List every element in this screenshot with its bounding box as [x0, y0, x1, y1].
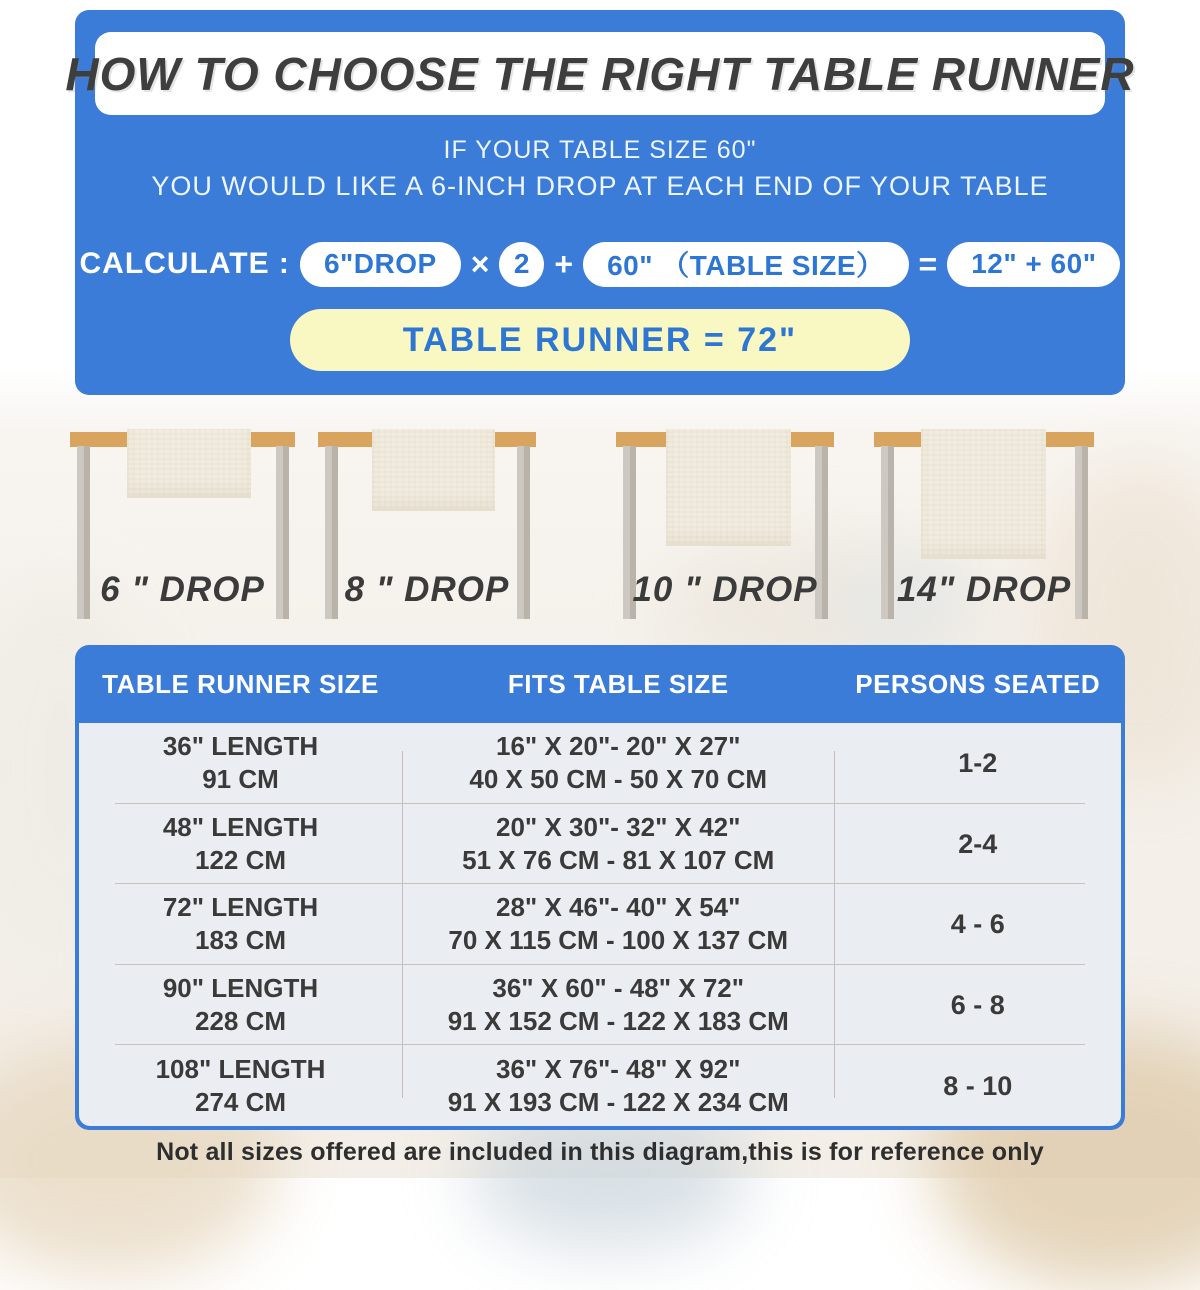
cell-persons-seated: 2-4: [958, 828, 998, 859]
result-pill: [290, 309, 910, 371]
size-chart: [75, 645, 1125, 1130]
table-runner: [372, 429, 495, 511]
runner-size-inches: 48" LENGTH: [162, 811, 319, 842]
fits-size-cm: 91 X 152 CM - 122 X 183 CM: [447, 1006, 789, 1037]
fits-size-inches: 36" X 60" - 48" X 72": [492, 973, 745, 1004]
runner-size-inches: 108" LENGTH: [155, 1053, 326, 1084]
runner-size-cm: 274 CM: [194, 1086, 287, 1117]
table-figure: [874, 432, 1094, 632]
sum-pill: 12" + 60": [947, 242, 1120, 287]
calculate-label: CALCULATE :: [79, 247, 290, 280]
cell-persons-seated: 8 - 10: [943, 1070, 1013, 1101]
runner-size-cm: 122 CM: [194, 844, 287, 875]
cell-runner-size: [79, 972, 402, 1038]
cell-runner-size: [79, 811, 402, 877]
result-text: TABLE RUNNER = 72": [402, 320, 798, 359]
table-row: [79, 965, 1121, 1046]
size-chart-header: [79, 645, 1121, 723]
subtitle-line1: IF YOUR TABLE SIZE 60": [443, 136, 757, 164]
fits-size-inches: 20" X 30"- 32" X 42": [496, 811, 741, 842]
multiplier-pill: 2: [499, 242, 544, 287]
fits-size-inches: 36" X 76"- 48" X 92": [496, 1053, 741, 1084]
runner-size-cm: 91 CM: [202, 764, 279, 795]
table-row: [79, 1045, 1121, 1126]
cell-runner-size: [79, 891, 402, 957]
cell-persons-seated: 6 - 8: [950, 989, 1005, 1020]
table-row: [79, 884, 1121, 965]
table-runner: [127, 429, 251, 498]
plus-operator: +: [554, 245, 574, 282]
multiply-operator: ×: [470, 245, 490, 282]
cell-fits-table-size: [402, 730, 834, 796]
runner-size-cm: 183 CM: [194, 925, 287, 956]
cell-fits-table-size: [402, 1053, 834, 1119]
footnote: Not all sizes offered are included in this diagram,this is for reference only: [156, 1138, 1044, 1166]
runner-size-inches: 72" LENGTH: [162, 892, 319, 923]
drop-label: 6 " DROP: [100, 570, 265, 609]
column-header-runner-size: TABLE RUNNER SIZE: [102, 668, 379, 699]
title-banner: [65, 32, 1135, 115]
runner-size-inches: 90" LENGTH: [162, 973, 319, 1004]
drop-illustrations: [0, 432, 1200, 642]
fits-size-cm: 51 X 76 CM - 81 X 107 CM: [462, 844, 775, 875]
drop-label: 8 " DROP: [344, 570, 510, 609]
table-size-pill: 60" （TABLE SIZE）: [583, 242, 908, 287]
size-chart-body: [79, 723, 1121, 1126]
column-divider: [402, 751, 403, 1098]
table-row: [79, 804, 1121, 885]
table-runner: [921, 429, 1046, 559]
cell-persons-seated: 1-2: [958, 748, 998, 779]
table-figure: [70, 432, 295, 632]
table-figure: [616, 432, 834, 632]
column-divider: [834, 751, 835, 1098]
drop-pill: 6"DROP: [300, 242, 461, 287]
runner-size-cm: 228 CM: [194, 1006, 287, 1037]
equals-operator: =: [918, 245, 938, 282]
drop-label: 10 " DROP: [632, 570, 818, 609]
calculation-row: [75, 241, 1125, 287]
cell-persons-seated: 4 - 6: [950, 909, 1005, 940]
cell-fits-table-size: [402, 972, 834, 1038]
table-figure: [318, 432, 536, 632]
cell-fits-table-size: [402, 891, 834, 957]
drop-label: 14" DROP: [896, 570, 1072, 609]
table-runner: [666, 429, 791, 546]
cell-runner-size: [79, 730, 402, 796]
table-row: [79, 723, 1121, 804]
cell-runner-size: [79, 1053, 402, 1119]
column-header-persons: PERSONS SEATED: [855, 668, 1101, 699]
fits-size-cm: 91 X 193 CM - 122 X 234 CM: [447, 1086, 789, 1117]
runner-size-inches: 36" LENGTH: [162, 731, 319, 762]
cell-fits-table-size: [402, 811, 834, 877]
page-title: HOW TO CHOOSE THE RIGHT TABLE RUNNER: [65, 47, 1135, 100]
fits-size-inches: 16" X 20"- 20" X 27": [496, 731, 741, 762]
fits-size-inches: 28" X 46"- 40" X 54": [496, 892, 741, 923]
fits-size-cm: 70 X 115 CM - 100 X 137 CM: [448, 925, 789, 956]
subtitle-line2: YOU WOULD LIKE A 6-INCH DROP AT EACH END OF YOUR TABLE: [151, 171, 1049, 201]
column-header-fits-table: FITS TABLE SIZE: [507, 668, 729, 699]
header-panel: [65, 10, 1135, 395]
fits-size-cm: 40 X 50 CM - 50 X 70 CM: [469, 764, 768, 795]
